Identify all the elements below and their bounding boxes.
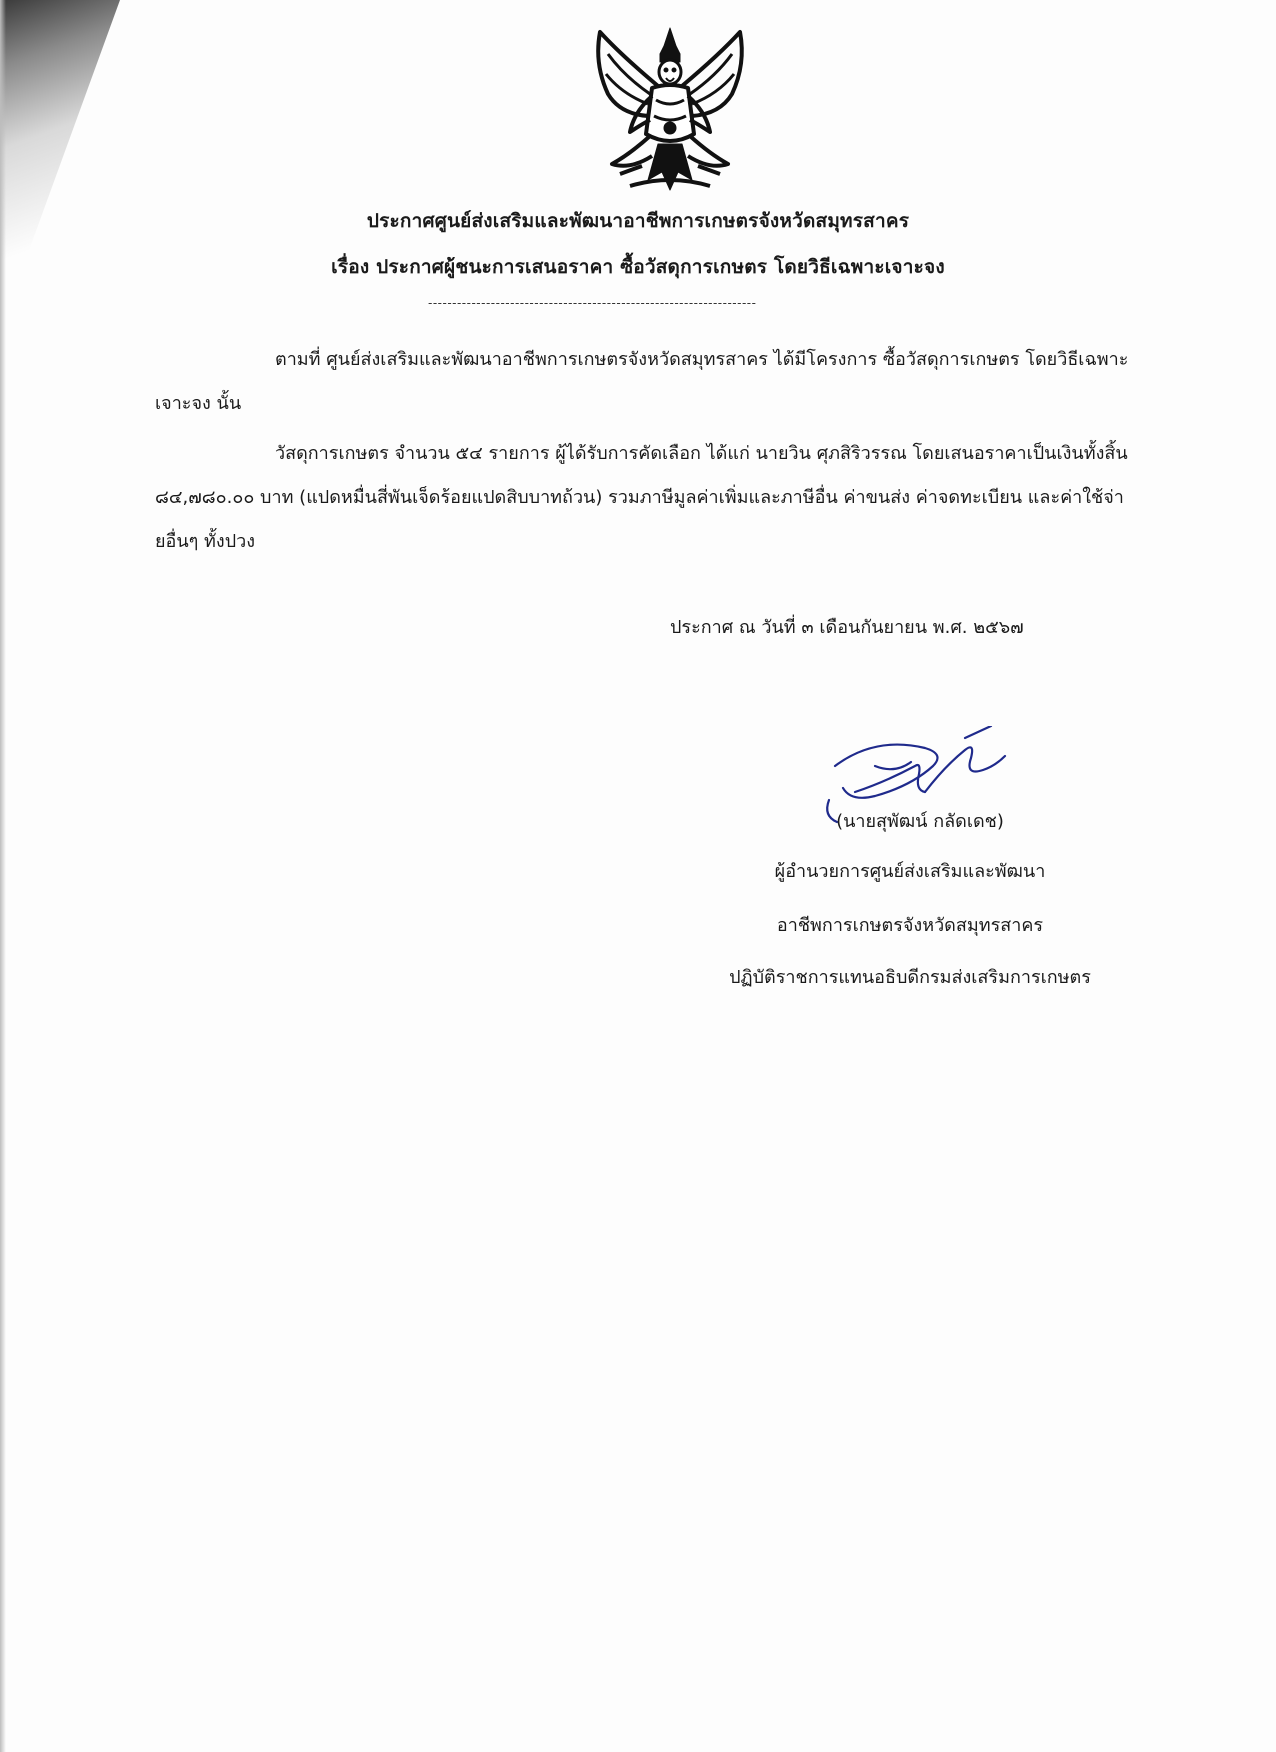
body-paragraph-1 <box>155 338 1155 426</box>
signatory-position-1: ผู้อำนวยการศูนย์ส่งเสริมและพัฒนา <box>774 861 1046 882</box>
document-subject: เรื่อง ประกาศผู้ชนะการเสนอราคา ซื้อวัสดุการเกษตร โดยวิธีเฉพาะเจาะจง <box>331 256 945 278</box>
garuda-emblem-icon <box>590 24 750 198</box>
paragraph-2-text: วัสดุการเกษตร จำนวน ๕๔ รายการ ผู้ได้รับการคัดเลือก ได้แก่ นายวิน ศุภสิริวรรณ โดยเสนอราคาเป็นเงินทั้งสิ้น ๘๔,๗๘๐.๐๐ บาท (แปดหมื่นสี่พันเจ็ดร้อยแปดสิบบาทถ้วน) รวมภาษีมูลค่าเพิ่มและภาษีอื่น ค่าขนส่ง ค่าจดทะเบียน และค่าใช้จ่ายอื่นๆ ทั้งปวง <box>155 443 1128 552</box>
paragraph-1-text: ตามที่ ศูนย์ส่งเสริมและพัฒนาอาชีพการเกษตรจังหวัดสมุทรสาคร ได้มีโครงการ ซื้อวัสดุการเกษตร โดยวิธีเฉพาะเจาะจง นั้น <box>155 349 1129 414</box>
signatory-position-2: อาชีพการเกษตรจังหวัดสมุทรสาคร <box>776 915 1044 936</box>
document-title: ประกาศศูนย์ส่งเสริมและพัฒนาอาชีพการเกษตรจังหวัดสมุทรสาคร <box>366 210 910 232</box>
body-paragraph-2 <box>155 432 1155 564</box>
title-divider: -------------------------------------------------------------------- <box>428 296 757 310</box>
signatory-position-3: ปฏิบัติราชการแทนอธิบดีกรมส่งเสริมการเกษตร <box>729 967 1091 988</box>
signatory-name: (นายสุพัฒน์ กลัดเดช) <box>836 811 1004 832</box>
announcement-date: ประกาศ ณ วันที่ ๓ เดือนกันยายน พ.ศ. ๒๕๖๗ <box>670 617 1024 638</box>
